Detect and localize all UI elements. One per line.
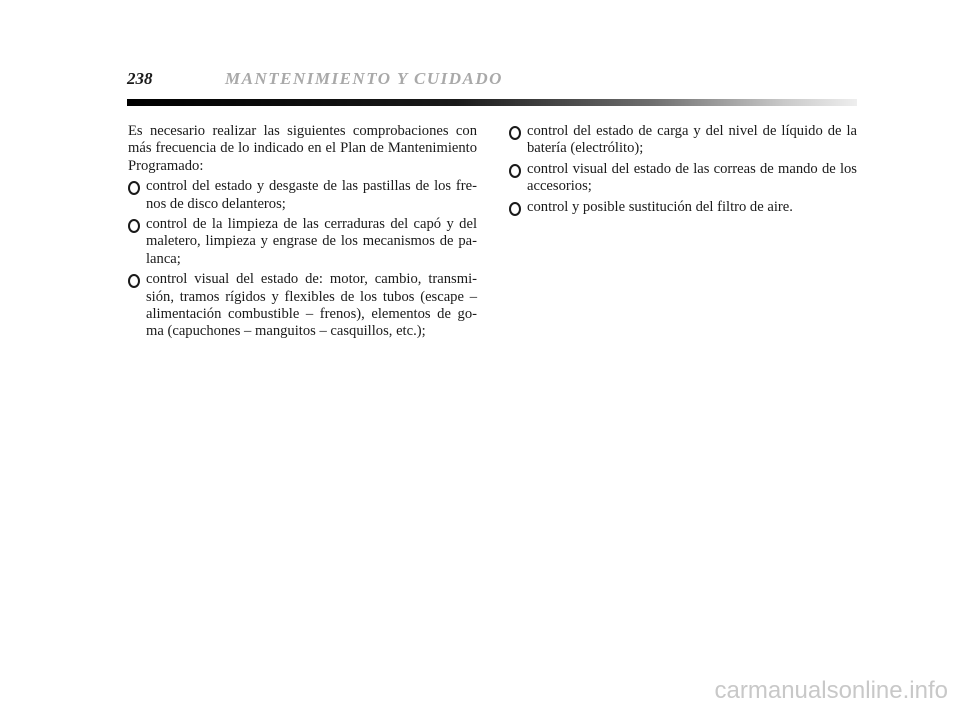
list-item: [509, 123, 857, 158]
list-item: [128, 271, 477, 341]
intro-paragraph: Es necesario realizar las siguientes comprobaciones con más frecuencia de lo indicado en el Plan de Mantenimiento Programado:: [128, 123, 477, 174]
footer-watermark: carmanualsonline.info: [714, 677, 948, 704]
list-item-text: control del estado y desgaste de las pastillas de los fre-nos de disco delanteros;: [146, 178, 477, 212]
left-column: [128, 123, 477, 344]
list-item: [128, 216, 477, 268]
list-item: [128, 178, 477, 213]
list-item-text: control de la limpieza de las cerraduras del capó y del maletero, limpieza y engrase de los mecanismos de pa-lanca;: [146, 216, 477, 267]
list-item-text: control visual del estado de las correas de mando de los accesorios;: [527, 160, 857, 195]
header-rule: [127, 99, 857, 106]
circle-bullet-icon: [128, 274, 140, 288]
list-item-text: control y posible sustitución del filtro de aire.: [527, 198, 793, 215]
circle-bullet-icon: [128, 219, 140, 233]
right-column: [509, 123, 857, 219]
list-item: [509, 161, 857, 196]
list-item: [509, 199, 857, 216]
circle-bullet-icon: [509, 202, 521, 216]
list-item-text: control visual del estado de: motor, cambio, transmi-sión, tramos rígidos y flexibles de los tubos (escape – alimentación combustible – frenos), elementos de go-ma (capuchones – manguitos – casquillos, etc.);: [146, 271, 477, 340]
circle-bullet-icon: [128, 181, 140, 195]
page-number: 238: [127, 69, 153, 88]
circle-bullet-icon: [509, 164, 521, 178]
list-item-text: control del estado de carga y del nivel de líquido de la batería (electrólito);: [527, 123, 857, 157]
section-title: MANTENIMIENTO Y CUIDADO: [225, 69, 503, 88]
circle-bullet-icon: [509, 126, 521, 140]
